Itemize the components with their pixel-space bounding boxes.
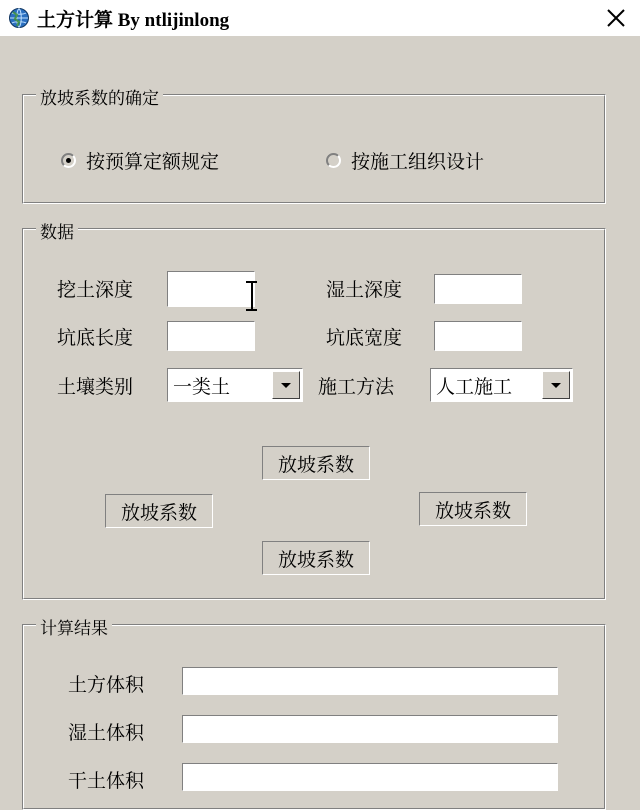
label-construction-method: 施工方法 — [318, 377, 395, 398]
select-soil-type[interactable] — [167, 368, 303, 402]
label-soil-type: 土壤类别 — [57, 377, 134, 398]
input-pit-bottom-width[interactable] — [434, 321, 522, 351]
chevron-down-icon[interactable] — [272, 371, 300, 399]
label-excavation-depth: 挖土深度 — [57, 280, 134, 301]
radio-construction-design[interactable] — [326, 147, 484, 174]
select-construction-method-value: 人工施工 — [436, 376, 513, 398]
radio-mark-construction-design — [326, 153, 341, 168]
output-wet-soil-volume[interactable] — [182, 715, 558, 743]
radio-budget-quota[interactable] — [61, 147, 219, 174]
radio-mark-budget-quota — [61, 153, 76, 168]
output-dry-soil-volume[interactable] — [182, 763, 558, 791]
group-result-title: 计算结果 — [36, 614, 112, 639]
slope-coefficient-top[interactable]: 放坡系数 — [262, 446, 370, 480]
output-earthwork-volume[interactable] — [182, 667, 558, 695]
label-pit-bottom-length: 坑底长度 — [57, 328, 134, 349]
input-pit-bottom-length[interactable] — [167, 321, 255, 351]
label-dry-soil-volume: 干土体积 — [68, 771, 145, 792]
close-icon[interactable] — [602, 4, 630, 32]
globe-icon — [8, 7, 30, 29]
slope-coefficient-right[interactable]: 放坡系数 — [419, 492, 527, 526]
input-wet-soil-depth[interactable] — [434, 274, 522, 304]
chevron-down-icon-2[interactable] — [542, 371, 570, 399]
label-wet-soil-volume: 湿土体积 — [68, 723, 145, 744]
client-area — [0, 36, 640, 800]
window-title: 土方计算 By ntlijinlong — [37, 9, 230, 31]
radio-label-construction-design: 按施工组织设计 — [351, 152, 485, 173]
input-excavation-depth[interactable] — [167, 271, 255, 307]
group-data-title: 数据 — [36, 218, 78, 243]
label-earthwork-volume: 土方体积 — [68, 675, 145, 696]
slope-coefficient-left[interactable]: 放坡系数 — [105, 494, 213, 528]
select-soil-type-value: 一类土 — [173, 376, 231, 398]
group-slope-title: 放坡系数的确定 — [36, 84, 163, 109]
label-wet-soil-depth: 湿土深度 — [326, 280, 403, 301]
radio-label-budget-quota: 按预算定额规定 — [86, 152, 220, 173]
title-bar — [0, 0, 640, 36]
select-construction-method[interactable] — [430, 368, 573, 402]
slope-coefficient-bottom[interactable]: 放坡系数 — [262, 541, 370, 575]
label-pit-bottom-width: 坑底宽度 — [326, 328, 403, 349]
